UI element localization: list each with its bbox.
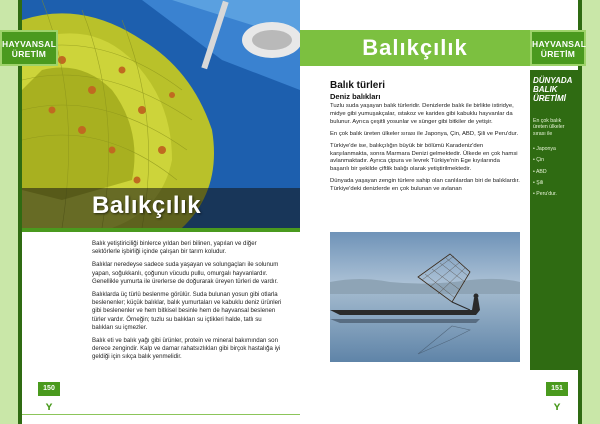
left-body-text xyxy=(92,240,282,367)
left-footer-line xyxy=(22,414,300,415)
sidebar-box xyxy=(530,70,578,370)
right-logo-icon: ʏ xyxy=(553,399,561,413)
sidebar-heading-line-1: DÜNYADA xyxy=(533,76,573,85)
left-section-tab xyxy=(0,30,58,66)
right-page-number: 151 xyxy=(546,382,568,396)
section-heading: Balık türleri xyxy=(330,80,386,91)
left-paragraph-2: Balıklar neredeyse sadece suda yaşayan ve solungaçları ile solunum yapan, soğukkanlı, çoğunun vücudu pullu, omurgalı hayvanlardır. Genellikle yumurta ile ürerlerse de doğurarak üreyen türleri de vardır. xyxy=(92,261,279,285)
right-body xyxy=(330,80,520,198)
right-paragraph-1: Tuzlu suda yaşayan balık türleridir. Denizlerde balık ile birlikte istiridye, midye gibi yumuşakçalar, ıstakoz ve karides gibi kabuklu hayvanlar da bulunur. Ayrıca çeşitli yosunlar ve sünger gibi bitkiler de yetişir. xyxy=(330,103,514,125)
left-tab-line-1: HAYVANSAL xyxy=(2,39,57,49)
list-item: • Çin xyxy=(533,157,545,164)
left-logo-icon: ʏ xyxy=(45,399,53,413)
right-paragraph-2: En çok balık üreten ülkeler sırası ile Japonya, Çin, ABD, Şili ve Peru'dur. xyxy=(330,130,519,137)
list-item: • Japonya xyxy=(533,146,556,152)
sidebar-heading-line-3: ÜRETİMİ xyxy=(533,94,566,103)
sidebar-country-list xyxy=(533,146,577,202)
list-item: • Şili xyxy=(533,179,544,186)
right-paragraph-3: Türkiye'de ise, balıkçılığın büyük bir bölümü Karadeniz'den karşılanmakta, sonra Marmara Denizi gelmektedir. Ülkede en çok hamsi avlanmaktadır. Ayrıca çipura ve levrek Türkiye'nin Ege kıyılarında başarılı bir şekilde çiftlik balığı olarak yetiştirilmektedir. xyxy=(330,142,518,173)
list-item: • Peru'dur. xyxy=(533,191,557,198)
fisherman-photo xyxy=(330,232,520,362)
left-page-title: Balıkçılık xyxy=(92,192,202,219)
sidebar-heading-line-2: BALIK xyxy=(533,85,558,94)
section-subheading: Deniz balıkları xyxy=(330,92,381,101)
right-section-tab xyxy=(530,30,586,66)
title-underline xyxy=(22,228,300,232)
right-tab-line-2: ÜRETİM xyxy=(540,49,576,59)
right-paragraph-4: Dünyada yaşayan zengin türlere sahip olan canlılardan biri de balıklardır. Türkiye'deki denizlerde en çok bulunan ve avlanan xyxy=(330,178,520,193)
sidebar-heading xyxy=(533,76,577,103)
left-page-number: 150 xyxy=(38,382,60,396)
left-paragraph-1: Balık yetiştiriciliği binlerce yıldan beri bilinen, yapılan ve diğer sektörlerle işbirliği içinde çalışan bir tarım koludur. xyxy=(92,240,257,256)
sidebar-intro: En çok balık üreten ülkeler sırası ile xyxy=(533,118,565,137)
left-paragraph-3: Balıklarda üç türlü beslenme görülür. Suda bulunan yosun gibi otlarla beslenenler; küçük balıklar, balık yumurtaları ve kabuklu deniz ürünleri gibi beslenenler ve hem bitkisel besinle hem de hayvansal beslenen türler vardır. Örneğin; tuzlu su balıkları su içtikleri halde, tatlı su balıkları su içmezler. xyxy=(92,291,282,331)
left-paragraph-4: Balık eti ve balık yağı gibi ürünler, protein ve mineral bakımından son derece zengindir. Kalp ve damar rahatsızlıkları gibi birçok hastalığa iyi geldiği için sıkça balık yenmelidir. xyxy=(92,337,281,361)
right-tab-line-1: HAYVANSAL xyxy=(532,39,587,49)
right-page-title: Balıkçılık xyxy=(362,35,468,60)
left-tab-line-2: ÜRETİM xyxy=(11,49,47,59)
list-item: • ABD xyxy=(533,168,547,175)
